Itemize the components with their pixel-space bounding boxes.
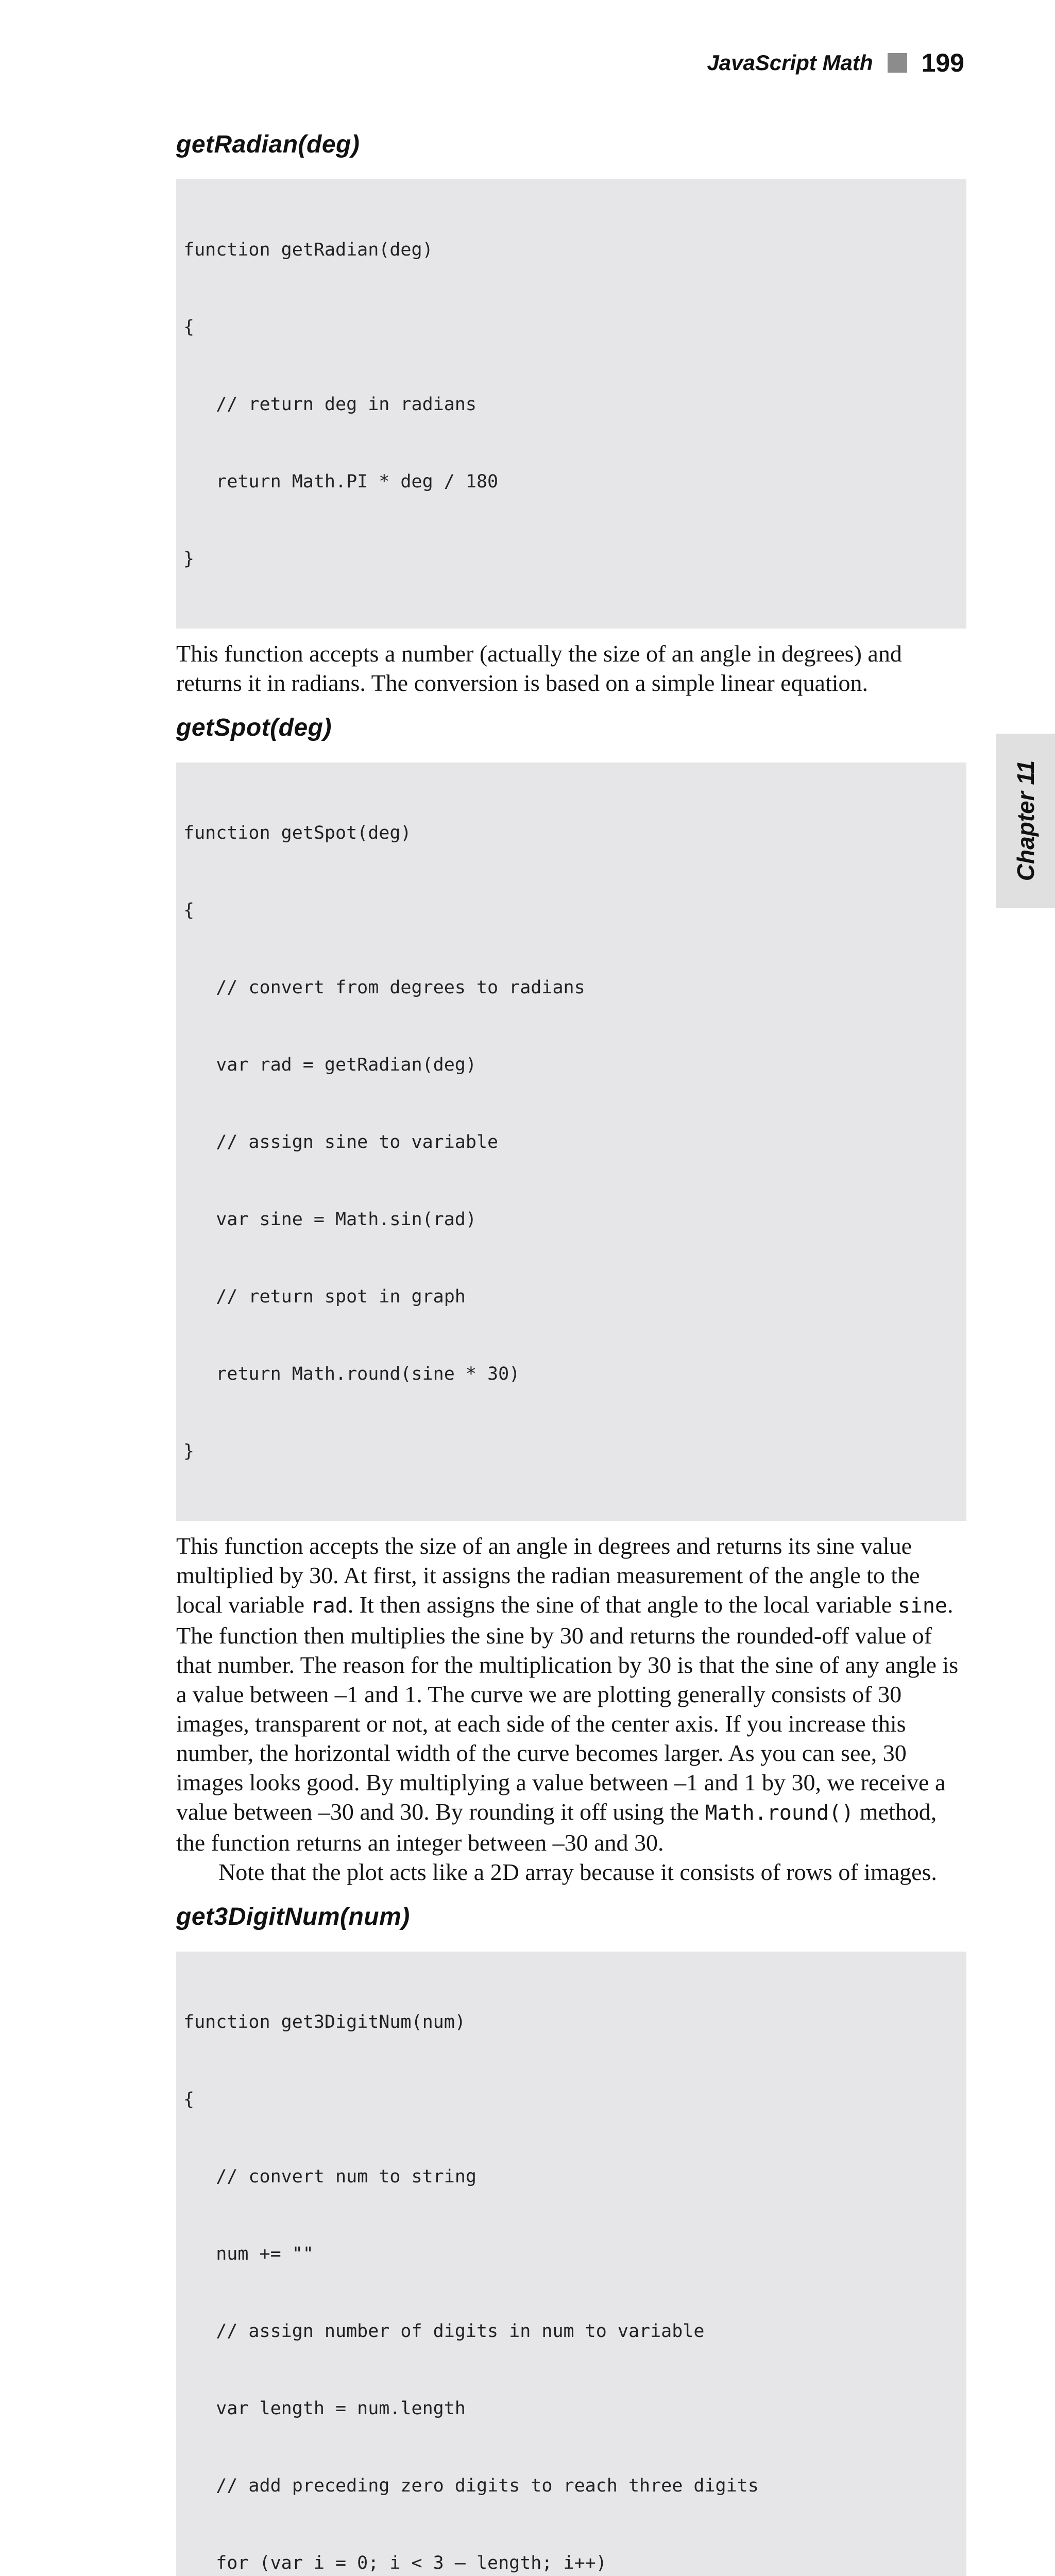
code-block-get3digitnum [176,1952,966,2576]
paragraph-text: This function accepts the size of an angle in degrees and returns its sine value multiplied by 30. At first, it assigns the radian measurement of the angle to the local variable [176,1533,920,1618]
code-line: return Math.PI * deg / 180 [183,471,499,492]
paragraph-text: . The function then multiplies the sine by 30 and returns the rounded-off value of that number. The reason for the multiplication by 30 is that the sine of any angle is a value between –1 and 1. The curve we are plotting generally consists of 30 images, transparent or not, at each side of the center axis. If you increase this number, the horizontal width of the curve becomes larger. As you can see, 30 images looks good. By multiplying a value between –1 and 1 by 30, we receive a value between –30 and 30. By rounding it off using the [176,1591,959,1825]
chapter-side-tab [996,734,1055,908]
code-line: // convert num to string [183,2166,477,2187]
paragraph-note: Note that the plot acts like a 2D array because it consists of rows of images. [218,1859,937,1885]
code-line: } [183,1441,195,1462]
inline-code-sine: sine [897,1594,948,1618]
code-block-getradian [176,179,966,629]
code-line: } [183,549,195,569]
code-line: // return deg in radians [183,394,477,415]
inline-code-rad: rad [310,1594,348,1618]
section-heading-getradian: getRadian(deg) [176,131,360,158]
section-heading-getspot: getSpot(deg) [176,714,332,741]
code-line: var rad = getRadian(deg) [183,1055,477,1075]
code-line: { [183,317,195,337]
code-line: // return spot in graph [183,1286,466,1307]
header-square-ornament [888,53,907,73]
code-line: { [183,900,195,921]
code-line: function get3DigitNum(num) [183,2012,466,2032]
inline-code-math-round: Math.round() [705,1801,854,1825]
paragraph-getspot [176,1531,966,1857]
code-line: // add preceding zero digits to reach three digits [183,2476,759,2496]
code-line: // assign number of digits in num to variable [183,2321,705,2342]
chapter-tab-label: Chapter 11 [1012,760,1039,882]
section-heading-get3digitnum: get3DigitNum(num) [176,1903,410,1930]
code-line: function getSpot(deg) [183,823,412,843]
code-line: function getRadian(deg) [183,240,433,260]
code-line: var sine = Math.sin(rad) [183,1209,477,1230]
running-title: JavaScript Math [707,50,873,75]
code-line: // assign sine to variable [183,1132,499,1153]
paragraph-text: . It then assigns the sine of that angle to the local variable [347,1591,898,1618]
code-line: // convert from degrees to radians [183,977,585,998]
paragraph-getradian: This function accepts a number (actually the size of an angle in degrees) and returns it in radians. The conversion is based on a simple linear equation. [176,640,902,696]
paragraph-text: method, the function returns an integer between –30 and 30. [176,1799,937,1856]
code-line: { [183,2089,195,2110]
code-line: var length = num.length [183,2398,466,2419]
code-block-getspot [176,762,966,1521]
page-number: 199 [921,48,964,77]
code-line: return Math.round(sine * 30) [183,1364,520,1384]
code-line: num += "" [183,2244,314,2264]
code-line: for (var i = 0; i < 3 – length; i++) [183,2553,607,2573]
running-header [707,47,964,78]
page-content [176,129,966,2576]
